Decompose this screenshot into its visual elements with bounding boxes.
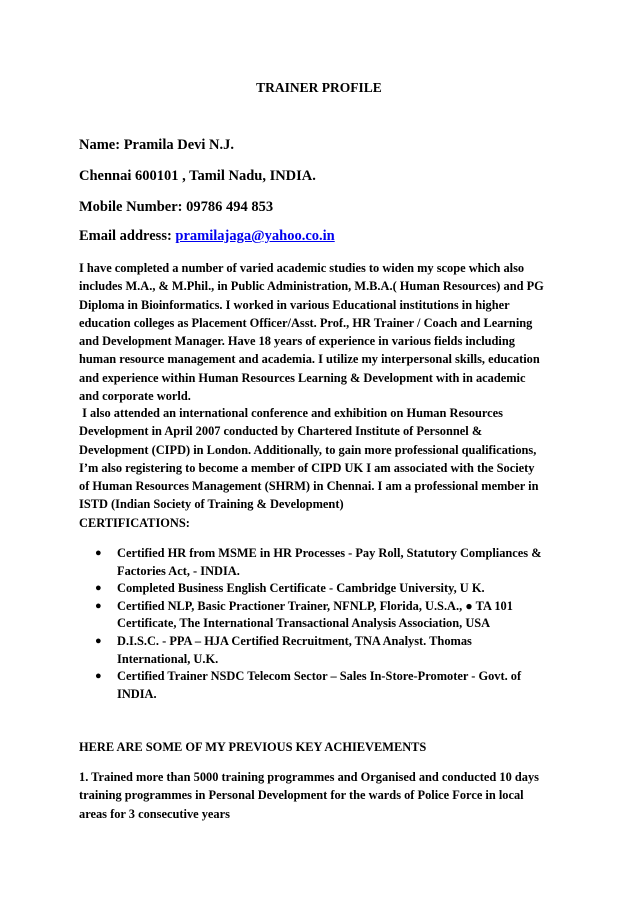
list-item-line: International, U.K. xyxy=(117,651,219,666)
paragraph-line: 1. Trained more than 5000 training programmes and Organised and conducted 10 days xyxy=(79,770,539,784)
bullet-icon: ● xyxy=(95,547,102,559)
bullet-icon: ● xyxy=(95,634,102,647)
achievements-heading: HERE ARE SOME OF MY PREVIOUS KEY ACHIEVEMENTS xyxy=(79,740,427,754)
email-line xyxy=(79,228,579,245)
list-item xyxy=(79,668,579,703)
address-line: Chennai 600101 , Tamil Nadu, INDIA. xyxy=(79,168,316,184)
paragraph-line: includes M.A., & M.Phil., in Public Administration, M.B.A.( Human Resources) and PG xyxy=(79,279,544,294)
list-item-line: Certified NLP, Basic Practioner Trainer, NFNLP, Florida, U.S.A., ● TA 101 xyxy=(117,598,513,613)
page-title: TRAINER PROFILE xyxy=(256,80,382,95)
mobile-line: Mobile Number: 09786 494 853 xyxy=(79,199,274,215)
list-item-line: D.I.S.C. - PPA – HJA Certified Recruitment, TNA Analyst. Thomas xyxy=(117,633,472,648)
achievement-paragraph xyxy=(79,768,564,823)
bullet-icon: ● xyxy=(95,582,102,595)
list-item-line: INDIA. xyxy=(117,686,157,701)
certifications-list xyxy=(79,545,579,703)
paragraph-line: I also attended an international conference and exhibition on Human Resources xyxy=(79,406,503,420)
list-item xyxy=(79,545,579,580)
bullet-icon: ● xyxy=(95,599,102,612)
paragraph-line: areas for 3 consecutive years xyxy=(79,806,230,821)
paragraph-line: Development (CIPD) in London. Additionally, to gain more professional qualifications, xyxy=(79,442,537,457)
conference-paragraph xyxy=(79,404,564,514)
bullet-icon: ● xyxy=(95,670,102,683)
list-item-line: Certified HR from MSME in HR Processes - Pay Roll, Statutory Compliances & xyxy=(117,546,542,560)
list-item-line: Certificate, The International Transactional Analysis Association, USA xyxy=(117,616,491,631)
paragraph-line: Development in April 2007 conducted by Chartered Institute of Personnel & xyxy=(79,424,483,439)
paragraph-line: human resource management and academia. I utilize my interpersonal skills, education xyxy=(79,352,540,367)
email-link[interactable]: pramilajaga@yahoo.co.in xyxy=(175,228,335,244)
paragraph-line: I have completed a number of varied academic studies to widen my scope which also xyxy=(79,261,525,275)
certifications-heading: CERTIFICATIONS: xyxy=(79,516,190,530)
paragraph-line: I’m also registering to become a member of CIPD UK I am associated with the Society xyxy=(79,460,535,475)
list-item xyxy=(79,580,579,598)
paragraph-line: and experience within Human Resources Learning & Development with in academic xyxy=(79,370,526,385)
list-item-line: Completed Business English Certificate - Cambridge University, U K. xyxy=(117,581,485,596)
paragraph-line: ISTD (Indian Society of Training & Development) xyxy=(79,497,344,512)
paragraph-line: and corporate world. xyxy=(79,389,191,404)
intro-paragraph xyxy=(79,259,564,405)
paragraph-line: Diploma in Bioinformatics. I worked in various Educational institutions in higher xyxy=(79,297,510,312)
paragraph-line: training programmes in Personal Development for the wards of Police Force in local xyxy=(79,788,524,803)
list-item-line: Certified Trainer NSDC Telecom Sector – Sales In-Store-Promoter - Govt. of xyxy=(117,669,522,684)
list-item-line: Factories Act, - INDIA. xyxy=(117,563,240,578)
email-label: Email address: xyxy=(79,228,176,244)
paragraph-line: education colleges as Placement Officer/Asst. Prof., HR Trainer / Coach and Learning xyxy=(79,315,533,330)
paragraph-line: of Human Resources Management (SHRM) in Chennai. I am a professional member in xyxy=(79,479,539,494)
list-item xyxy=(79,633,579,668)
list-item xyxy=(79,598,579,633)
paragraph-line: and Development Manager. Have 18 years of experience in various fields including xyxy=(79,334,515,349)
name-line: Name: Pramila Devi N.J. xyxy=(79,137,235,153)
